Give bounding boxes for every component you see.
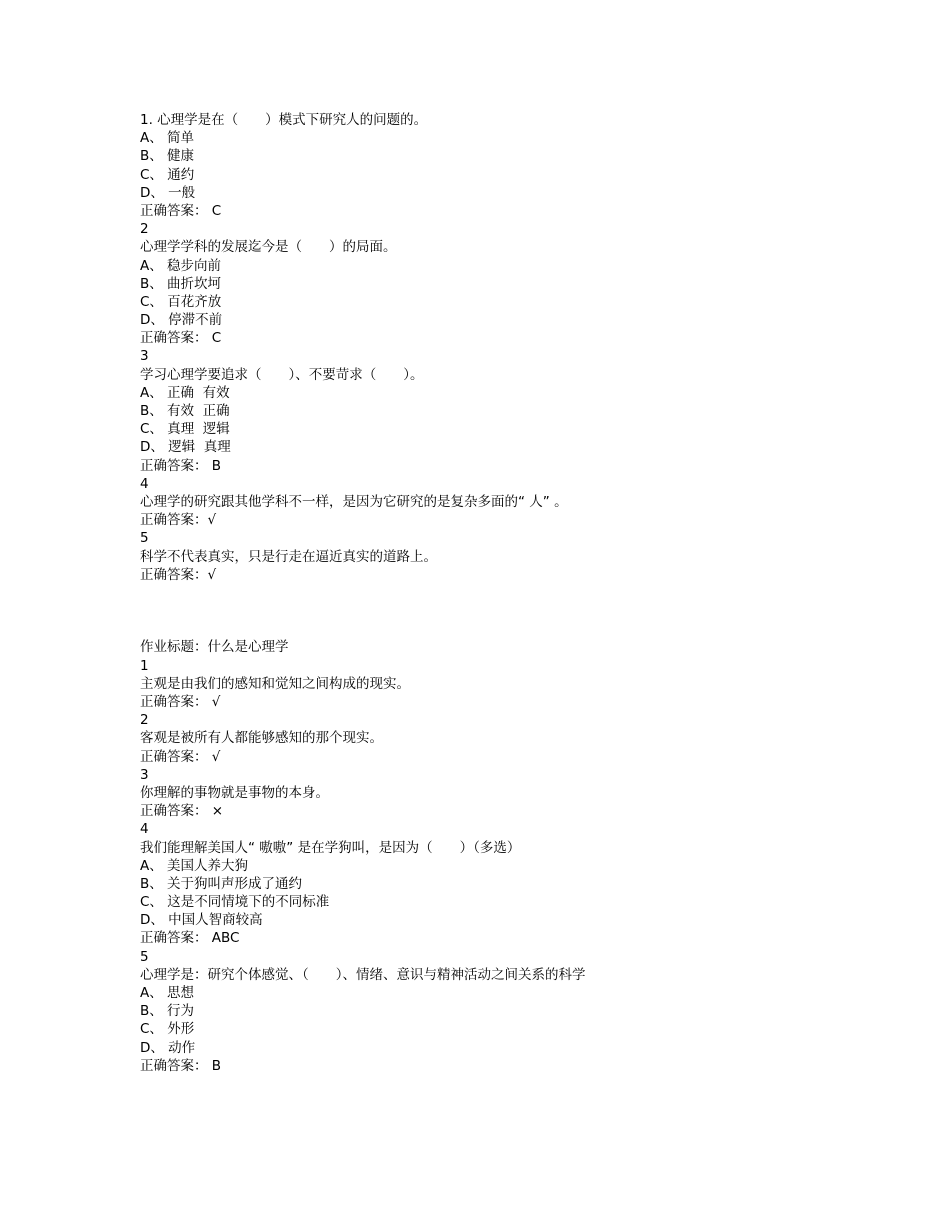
correct-answer: 正确答案： √ [140,748,221,765]
option-c: C、 通约 [140,166,195,183]
section-one-question-1 [140,111,920,220]
correct-answer: 正确答案： √ [140,694,221,711]
question-text: 主观是由我们的感知和觉知之间构成的现实。 [140,675,410,692]
option-b: B、 健康 [140,148,195,165]
option-b: B、 有效 正确 [140,403,230,419]
correct-answer: 正确答案：√ [140,512,217,529]
question-number: 2 [140,221,149,238]
option-a: A、 美国人养大狗 [140,857,249,874]
section-two-question-4 [140,820,920,947]
question-text: 我们能理解美国人“ 嗷嗷” 是在学狗叫，是因为（ ）（多选） [140,839,521,856]
option-c: C、 百花齐放 [140,293,222,310]
correct-answer: 正确答案： ABC [140,930,240,947]
option-c: C、 外形 [140,1021,195,1038]
question-number: 5 [140,530,149,547]
option-d: D、 中国人智商较高 [140,912,263,929]
section-one-question-4 [140,475,920,530]
section-one-question-5 [140,529,920,584]
option-a: A、 稳步向前 [140,257,222,274]
option-b: B、 关于狗叫声形成了通约 [140,875,303,892]
section-two-question-2 [140,711,920,766]
correct-answer: 正确答案： C [140,202,222,219]
question-text: 科学不代表真实，只是行走在逼近真实的道路上。 [140,548,437,565]
correct-answer: 正确答案： B [140,1057,222,1074]
option-a: A、 思想 [140,985,195,1002]
section-two-question-1 [140,657,920,712]
question-text: 1. 心理学是在（ ）模式下研究人的问题的。 [140,112,428,128]
section-one-question-2 [140,220,920,347]
option-c: C、 这是不同情境下的不同标准 [140,894,330,911]
correct-answer: 正确答案：√ [140,566,217,583]
section-two-question-5 [140,948,920,1075]
question-number: 3 [140,766,149,783]
section-one-question-3 [140,347,920,474]
option-d: D、 逻辑 真理 [140,439,231,456]
option-d: D、 动作 [140,1039,196,1056]
option-d: D、 停滞不前 [140,312,223,329]
correct-answer: 正确答案： C [140,330,222,347]
question-number: 5 [140,948,149,965]
section-two-title: 作业标题：什么是心理学 [140,639,289,656]
document-body [140,111,920,1075]
question-number: 1 [140,657,149,674]
question-number: 3 [140,348,149,365]
question-number: 4 [140,475,149,492]
correct-answer: 正确答案： B [140,457,222,474]
option-b: B、 曲折坎坷 [140,275,222,292]
question-number: 2 [140,712,149,729]
option-a: A、 正确 有效 [140,384,230,401]
question-text: 心理学是：研究个体感觉、（ ）、情绪、意识与精神活动之间关系的科学 [140,966,586,983]
question-text: 学习心理学要追求（ ）、不要苛求（ ）。 [140,366,424,383]
question-text: 心理学的研究跟其他学科不一样，是因为它研究的是复杂多面的“ 人” 。 [140,493,568,510]
option-c: C、 真理 逻辑 [140,421,230,438]
option-a: A、 简单 [140,130,195,147]
correct-answer: 正确答案： × [140,803,224,820]
section-two-question-3 [140,766,920,821]
option-d: D、 一般 [140,184,196,201]
option-b: B、 行为 [140,1003,195,1020]
question-number: 4 [140,821,149,838]
question-text: 客观是被所有人都能够感知的那个现实。 [140,730,383,747]
question-text: 心理学学科的发展迄今是（ ）的局面。 [140,239,397,256]
section-gap [140,584,920,639]
question-text: 你理解的事物就是事物的本身。 [140,784,329,801]
